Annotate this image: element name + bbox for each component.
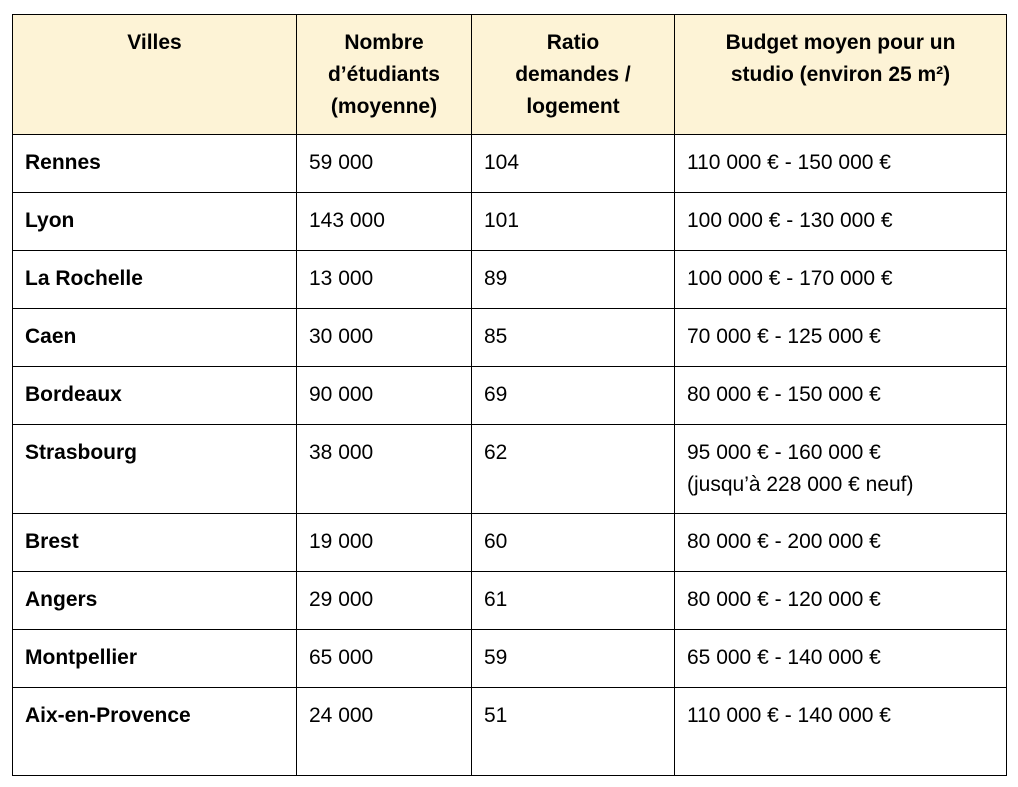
budget-cell: 110 000 € - 140 000 € — [675, 688, 1007, 776]
students-cell: 19 000 — [297, 514, 472, 572]
header-nombre-etudiants: Nombre d’étudiants (moyenne) — [297, 15, 472, 135]
ratio-cell: 85 — [472, 309, 675, 367]
ratio-cell: 104 — [472, 135, 675, 193]
table-row — [13, 367, 1007, 425]
student-cities-table — [12, 14, 1007, 776]
budget-cell: 80 000 € - 120 000 € — [675, 572, 1007, 630]
city-cell: Rennes — [13, 135, 297, 193]
students-cell: 13 000 — [297, 251, 472, 309]
ratio-cell: 61 — [472, 572, 675, 630]
city-cell: Aix-en-Provence — [13, 688, 297, 776]
students-cell: 24 000 — [297, 688, 472, 776]
city-cell: Lyon — [13, 193, 297, 251]
city-cell: Strasbourg — [13, 425, 297, 514]
ratio-cell: 89 — [472, 251, 675, 309]
city-cell: Caen — [13, 309, 297, 367]
table-row — [13, 572, 1007, 630]
students-cell: 143 000 — [297, 193, 472, 251]
students-cell: 90 000 — [297, 367, 472, 425]
budget-cell: 110 000 € - 150 000 € — [675, 135, 1007, 193]
budget-cell: 70 000 € - 125 000 € — [675, 309, 1007, 367]
students-cell: 30 000 — [297, 309, 472, 367]
ratio-cell: 60 — [472, 514, 675, 572]
budget-cell: 95 000 € - 160 000 € (jusqu’à 228 000 € neuf) — [675, 425, 1007, 514]
budget-cell: 80 000 € - 150 000 € — [675, 367, 1007, 425]
budget-cell: 65 000 € - 140 000 € — [675, 630, 1007, 688]
budget-cell: 100 000 € - 130 000 € — [675, 193, 1007, 251]
budget-cell: 80 000 € - 200 000 € — [675, 514, 1007, 572]
header-villes: Villes — [13, 15, 297, 135]
students-cell: 65 000 — [297, 630, 472, 688]
ratio-cell: 69 — [472, 367, 675, 425]
table-row — [13, 630, 1007, 688]
table-row — [13, 309, 1007, 367]
students-cell: 29 000 — [297, 572, 472, 630]
city-cell: Bordeaux — [13, 367, 297, 425]
table-row — [13, 251, 1007, 309]
city-cell: La Rochelle — [13, 251, 297, 309]
header-ratio: Ratio demandes / logement — [472, 15, 675, 135]
ratio-cell: 62 — [472, 425, 675, 514]
city-cell: Brest — [13, 514, 297, 572]
budget-cell: 100 000 € - 170 000 € — [675, 251, 1007, 309]
ratio-cell: 101 — [472, 193, 675, 251]
table-row — [13, 514, 1007, 572]
table-row — [13, 425, 1007, 514]
table-row — [13, 135, 1007, 193]
students-cell: 38 000 — [297, 425, 472, 514]
table-row — [13, 688, 1007, 776]
table-row — [13, 193, 1007, 251]
table-header-row — [13, 15, 1007, 135]
header-budget: Budget moyen pour un studio (environ 25 m²) — [675, 15, 1007, 135]
ratio-cell: 59 — [472, 630, 675, 688]
students-cell: 59 000 — [297, 135, 472, 193]
ratio-cell: 51 — [472, 688, 675, 776]
city-cell: Angers — [13, 572, 297, 630]
city-cell: Montpellier — [13, 630, 297, 688]
